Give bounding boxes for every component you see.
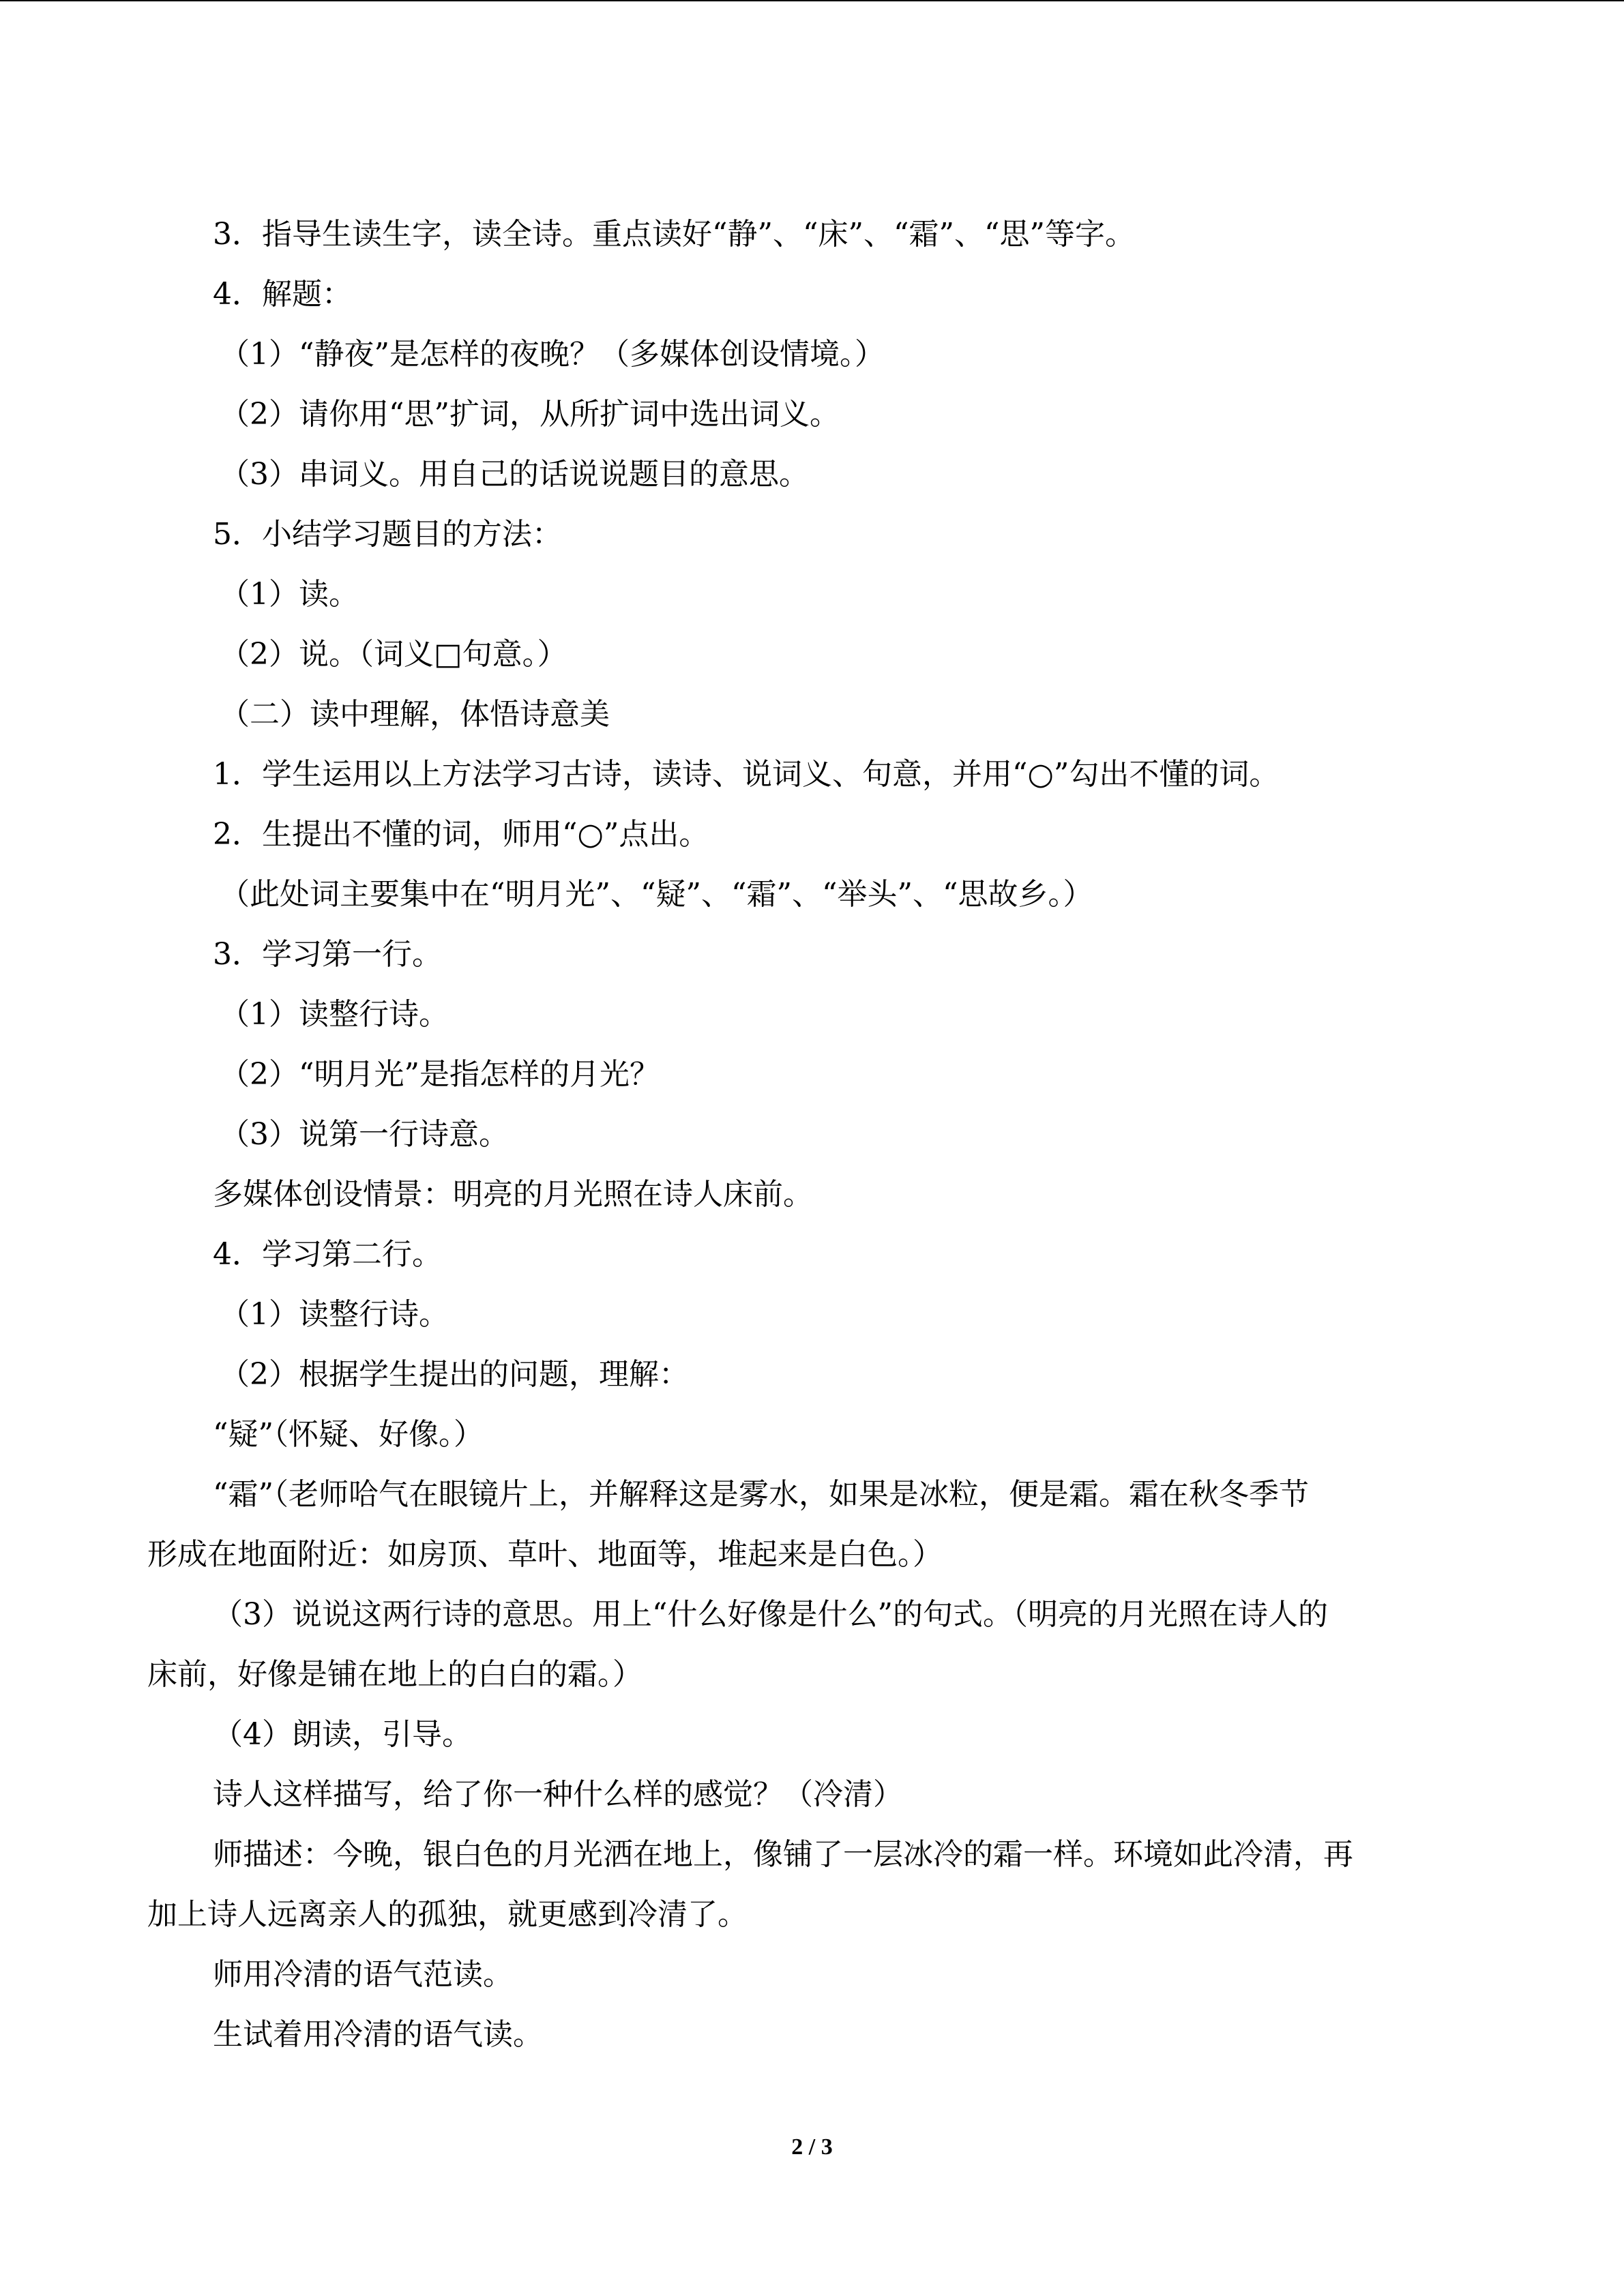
text-line: 5．小结学习题目的方法： bbox=[213, 517, 562, 552]
text-line: 3．学习第一行。 bbox=[213, 937, 442, 972]
text-line: （2）请你用“思”扩词，从所扩词中选出词义。 bbox=[220, 397, 840, 432]
text-line: （此处词主要集中在“明月光”、“疑”、“霜”、“举头”、“思故乡。） bbox=[220, 877, 1093, 912]
text-line: （3）串词义。用自己的话说说题目的意思。 bbox=[220, 457, 809, 492]
text-line: （2）根据学生提出的问题，理解： bbox=[220, 1357, 689, 1392]
text-line: （1）读。 bbox=[220, 577, 359, 612]
text-line: 多媒体创设情景：明亮的月光照在诗人床前。 bbox=[213, 1177, 813, 1212]
text-line: 形成在地面附近：如房顶、草叶、地面等，堆起来是白色。） bbox=[147, 1537, 943, 1572]
text-line: 2．生提出不懂的词，师用“○”点出。 bbox=[213, 817, 709, 852]
text-line: （1）读整行诗。 bbox=[220, 997, 449, 1032]
text-line: 床前，好像是铺在地上的白白的霜。） bbox=[147, 1657, 643, 1692]
text-line: （2）“明月光”是指怎样的月光？ bbox=[220, 1057, 660, 1092]
text-line: （3）说说这两行诗的意思。用上“什么好像是什么”的句式。（明亮的月光照在诗人的 bbox=[213, 1597, 1328, 1632]
top-border-line bbox=[0, 0, 1624, 1]
text-line: （2）说。（词义□句意。） bbox=[220, 637, 567, 672]
text-line: 4．解题： bbox=[213, 277, 352, 312]
text-line: “疑”（怀疑、好像。） bbox=[213, 1417, 484, 1452]
text-line: 师描述：今晚，银白色的月光洒在地上，像铺了一层冰冷的霜一样。环境如此冷清，再 bbox=[213, 1837, 1353, 1872]
section-heading: （二）读中理解，体悟诗意美 bbox=[220, 697, 610, 732]
text-line: 诗人这样描写，给了你一种什么样的感觉？（冷清） bbox=[213, 1777, 903, 1812]
text-line: （1）读整行诗。 bbox=[220, 1297, 449, 1332]
text-line: “霜”（老师哈气在眼镜片上，并解释这是雾水，如果是冰粒，便是霜。霜在秋冬季节 bbox=[213, 1477, 1309, 1512]
text-line: 3．指导生读生字，读全诗。重点读好“静”、“床”、“霜”、“思”等字。 bbox=[213, 217, 1135, 252]
text-line: 1．学生运用以上方法学习古诗，读诗、说词义、句意，并用“○”勾出不懂的词。 bbox=[213, 757, 1280, 792]
text-line: （3）说第一行诗意。 bbox=[220, 1117, 509, 1152]
text-line: 师用冷清的语气范读。 bbox=[213, 1957, 513, 1992]
text-line: （1）“静夜”是怎样的夜晚？（多媒体创设情境。） bbox=[220, 337, 885, 372]
text-line: （4）朗读，引导。 bbox=[213, 1717, 472, 1752]
text-line: 生试着用冷清的语气读。 bbox=[213, 2017, 543, 2052]
text-line: 4．学习第二行。 bbox=[213, 1237, 442, 1272]
text-line: 加上诗人远离亲人的孤独，就更感到冷清了。 bbox=[147, 1897, 748, 1932]
page-number: 2 / 3 bbox=[791, 2134, 833, 2160]
